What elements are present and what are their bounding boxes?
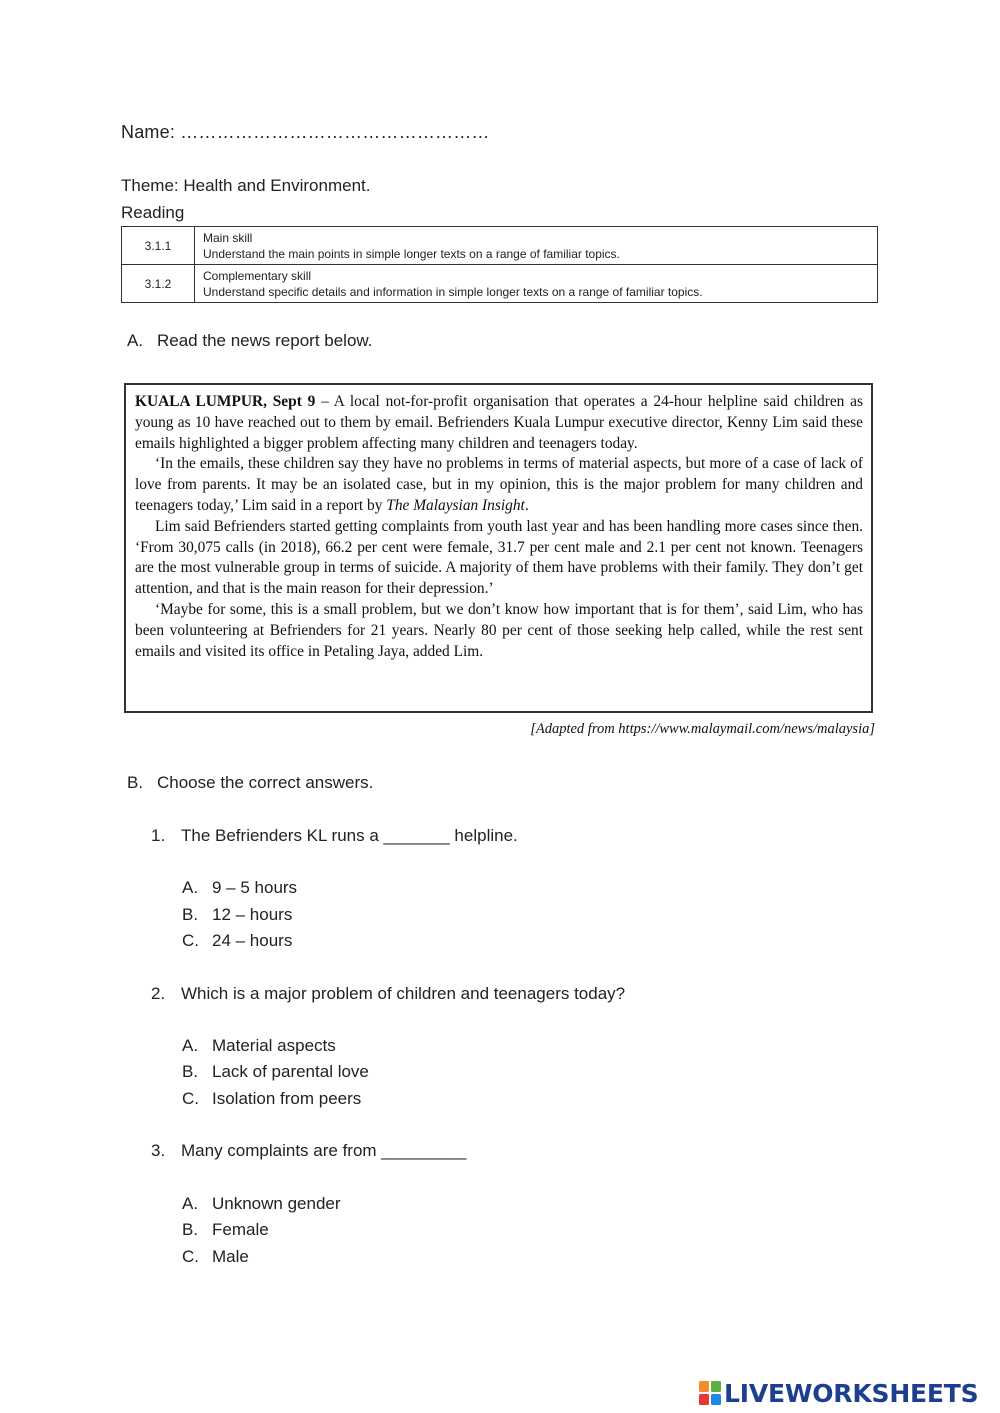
article-paragraph-2 <box>135 454 863 516</box>
option-letter: C. <box>182 1247 199 1266</box>
skill-row <box>122 227 878 265</box>
article-dateline: KUALA LUMPUR, Sept 9 <box>135 393 316 410</box>
skill-type: Complementary skill <box>203 268 312 283</box>
question-2 <box>151 984 625 1004</box>
option-text: Male <box>212 1247 249 1266</box>
liveworksheets-logo-text: LIVEWORKSHEETS <box>724 1378 979 1408</box>
option-text: Unknown gender <box>212 1194 341 1213</box>
article-publication: The Malaysian Insight <box>386 496 525 514</box>
option-text: 24 – hours <box>212 931 293 950</box>
theme-heading: Theme: Health and Environment. <box>121 176 371 195</box>
skill-row <box>122 265 878 303</box>
option-2c[interactable] <box>182 1089 361 1109</box>
section-instruction: Choose the correct answers. <box>157 773 374 792</box>
skills-table <box>121 226 878 303</box>
news-article-text <box>135 392 863 662</box>
section-letter: A. <box>127 331 144 350</box>
liveworksheets-logo-icon <box>698 1380 722 1406</box>
news-article-box <box>124 383 873 713</box>
option-letter: A. <box>182 1036 199 1055</box>
skill-code: 3.1.2 <box>122 265 195 303</box>
question-3 <box>151 1141 466 1161</box>
question-number: 2. <box>151 984 166 1003</box>
option-3c[interactable] <box>182 1247 249 1267</box>
option-text: 9 – 5 hours <box>212 878 298 897</box>
skill-type: Main skill <box>203 230 253 245</box>
option-letter: B. <box>182 905 199 924</box>
option-text: 12 – hours <box>212 905 293 924</box>
option-1b[interactable] <box>182 905 292 925</box>
section-a-heading <box>127 331 372 351</box>
article-paragraph-1 <box>135 392 863 454</box>
option-3a[interactable] <box>182 1194 341 1214</box>
article-paragraph-3: Lim said Befrienders started getting complaints from youth last year and has been handling more cases since then. ‘From 30,075 calls (in 2018), 66.2 per cent were female, 31.7 per cent male and 2.1 per cent not known. Teenagers are the most vulnerable group in terms of suicide. A majority of them have problems with their family. They don’t get attention, and that is the main reason for their depression.’ <box>135 517 863 598</box>
name-blank: …………………………………………… <box>180 122 490 142</box>
article-paragraph-4: ‘Maybe for some, this is a small problem, but we don’t know how important that is for them’, said Lim, who has been volunteering at Befrienders for 21 years. Nearly 80 per cent of those seeking help called, while the rest sent emails and visited its office in Petaling Jaya, added Lim. <box>135 600 863 660</box>
option-letter: B. <box>182 1220 199 1239</box>
option-text: Female <box>212 1220 269 1239</box>
name-field <box>121 122 490 143</box>
article-paragraph-2-text: ‘In the emails, these children say they have no problems in terms of material aspects, but more of a case of lack of love from parents. It may be an isolated case, but in my opinion, this is the major problem for many children and teenagers today,’ Lim said in a report by <box>135 455 863 514</box>
question-text: Many complaints are from _________ <box>181 1141 467 1160</box>
option-2a[interactable] <box>182 1036 336 1056</box>
question-number: 1. <box>151 826 166 845</box>
article-paragraph-2-end: . <box>524 496 529 514</box>
skill-description: Understand the main points in simple longer texts on a range of familiar topics. <box>203 246 620 261</box>
option-text: Material aspects <box>212 1036 336 1055</box>
skill-description-cell <box>195 265 878 303</box>
question-text: Which is a major problem of children and teenagers today? <box>181 984 626 1003</box>
article-source: [Adapted from https://www.malaymail.com/news/malaysia] <box>530 721 875 737</box>
article-paragraph-1-text: – A local not-for-profit organisation that operates a 24-hour helpline said children as young as 10 have reached out to them by email. Befrienders Kuala Lumpur executive director, Kenny Lim said these emails highlighted a bigger problem affecting many children and teenagers today. <box>135 393 863 452</box>
option-text: Lack of parental love <box>212 1062 369 1081</box>
liveworksheets-logo[interactable] <box>698 1378 978 1408</box>
name-label: Name: <box>121 122 176 142</box>
section-instruction: Read the news report below. <box>157 331 373 350</box>
option-3b[interactable] <box>182 1220 269 1240</box>
option-letter: A. <box>182 878 199 897</box>
section-b-heading <box>127 773 373 793</box>
option-letter: C. <box>182 931 199 950</box>
skill-description-cell <box>195 227 878 265</box>
option-letter: B. <box>182 1062 199 1081</box>
option-1a[interactable] <box>182 878 297 898</box>
option-letter: A. <box>182 1194 199 1213</box>
skill-code: 3.1.1 <box>122 227 195 265</box>
option-text: Isolation from peers <box>212 1089 362 1108</box>
skill-description: Understand specific details and information in simple longer texts on a range of familiar topics. <box>203 284 703 299</box>
option-2b[interactable] <box>182 1062 369 1082</box>
option-letter: C. <box>182 1089 199 1108</box>
question-1 <box>151 826 518 846</box>
reading-heading: Reading <box>121 203 185 222</box>
section-letter: B. <box>127 773 144 792</box>
question-number: 3. <box>151 1141 166 1160</box>
option-1c[interactable] <box>182 931 292 951</box>
question-text: The Befrienders KL runs a _______ helpline. <box>181 826 518 845</box>
